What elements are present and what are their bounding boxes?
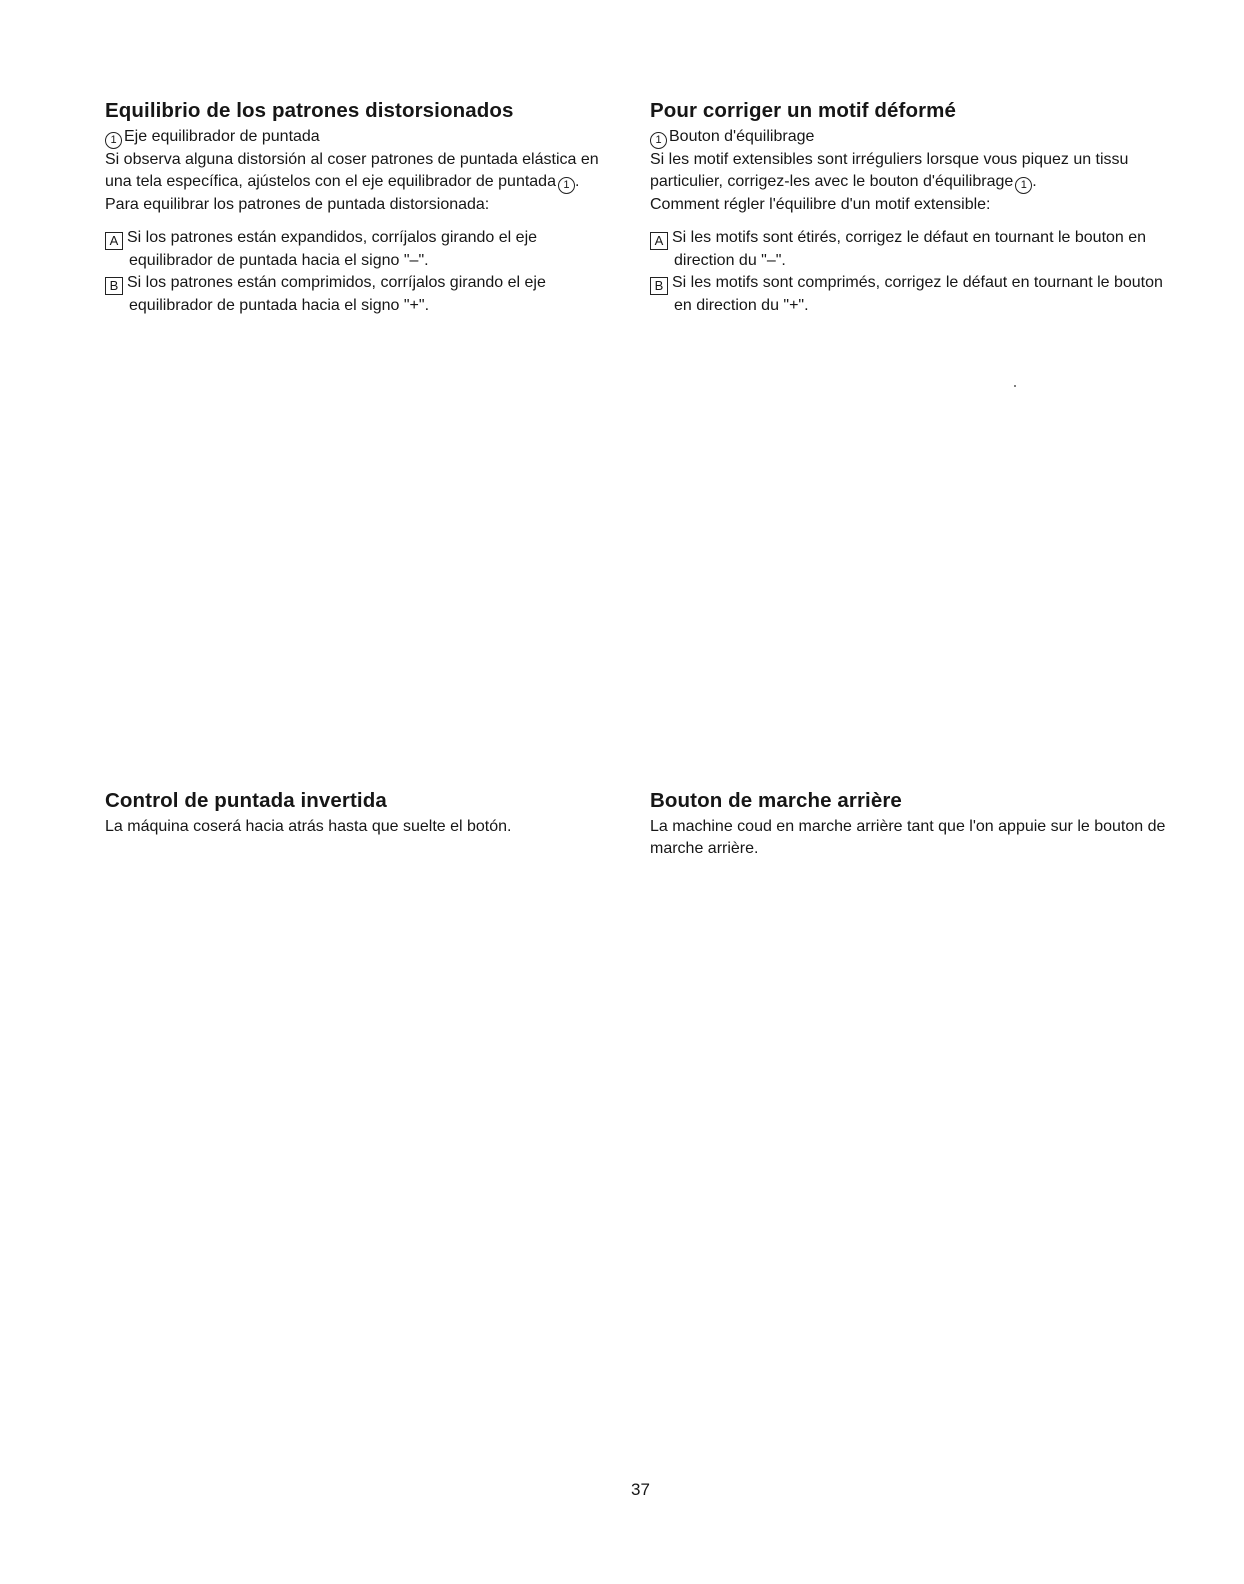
- paragraph-fr-intro: [650, 149, 1170, 194]
- section-es-stitch-balance: [105, 98, 615, 316]
- paragraph-end: .: [574, 172, 580, 190]
- paragraph-es-reverse: La máquina coserá hacia atrás hasta que suelte el botón.: [105, 818, 512, 835]
- heading-es-reverse-stitch: Control de puntada invertida: [105, 789, 387, 812]
- paragraph-fr-reverse: La machine coud en marche arrière tant que l'on appuie sur le bouton de marche arrière.: [650, 818, 1166, 857]
- circled-number-marker: 1: [650, 132, 667, 149]
- boxed-letter-marker: B: [650, 277, 668, 295]
- list-item-text: Si les motifs sont étirés, corrigez le défaut en tournant le bouton en direction du "–".: [672, 229, 1147, 269]
- list-item-text: Si les motifs sont comprimés, corrigez le défaut en tournant le bouton en direction du "+".: [672, 273, 1163, 314]
- list-item-fr-b: [650, 272, 1170, 317]
- ref-label: Eje equilibrador de puntada: [124, 128, 320, 145]
- list-item-fr-a: [650, 227, 1170, 272]
- paragraph-text: Si les motif extensibles sont irréguliers lorsque vous piquez un tissu particulier, corrigez-les avec le bouton d'équilibrage: [650, 151, 1129, 190]
- boxed-letter-marker: A: [105, 232, 123, 250]
- section-fr-stitch-balance: [650, 98, 1170, 316]
- circled-number-marker: 1: [1015, 177, 1032, 194]
- list-item-es-b: [105, 272, 615, 317]
- list-item-text: Si los patrones están comprimidos, corríjalos girando el eje equilibrador de puntada hacia el signo "+".: [127, 273, 546, 314]
- spacer: [650, 215, 1170, 227]
- ref-fr-balance-dial: [650, 126, 1170, 149]
- heading-fr-stitch-balance: Pour corriger un motif déformé: [650, 99, 956, 122]
- section-es-reverse-stitch: [105, 788, 615, 838]
- boxed-letter-marker: A: [650, 232, 668, 250]
- heading-fr-reverse-stitch: Bouton de marche arrière: [650, 789, 902, 812]
- circled-number-marker: 1: [558, 177, 575, 194]
- page-number: 37: [631, 1480, 650, 1499]
- section-fr-reverse-stitch: [650, 788, 1170, 859]
- spacer: [105, 215, 615, 227]
- paragraph-text: Si observa alguna distorsión al coser patrones de puntada elástica en una tela específica, ajústelos con el eje equilibrador de puntada: [105, 151, 599, 190]
- list-item-es-a: [105, 227, 615, 272]
- paragraph-es-intro: [105, 149, 615, 194]
- ref-es-balance-dial: [105, 126, 615, 149]
- paragraph-end: .: [1032, 172, 1037, 190]
- circled-number-marker: 1: [105, 132, 122, 149]
- scan-speck: [1014, 385, 1016, 387]
- boxed-letter-marker: B: [105, 277, 123, 295]
- paragraph-fr-instructions: Comment régler l'équilibre d'un motif extensible:: [650, 195, 991, 213]
- paragraph-es-instructions: Para equilibrar los patrones de puntada distorsionada:: [105, 195, 490, 213]
- heading-es-stitch-balance: Equilibrio de los patrones distorsionados: [105, 99, 514, 122]
- ref-label: Bouton d'équilibrage: [669, 128, 815, 145]
- list-item-text: Si los patrones están expandidos, corríjalos girando el eje equilibrador de puntada hacia el signo "–".: [127, 229, 538, 269]
